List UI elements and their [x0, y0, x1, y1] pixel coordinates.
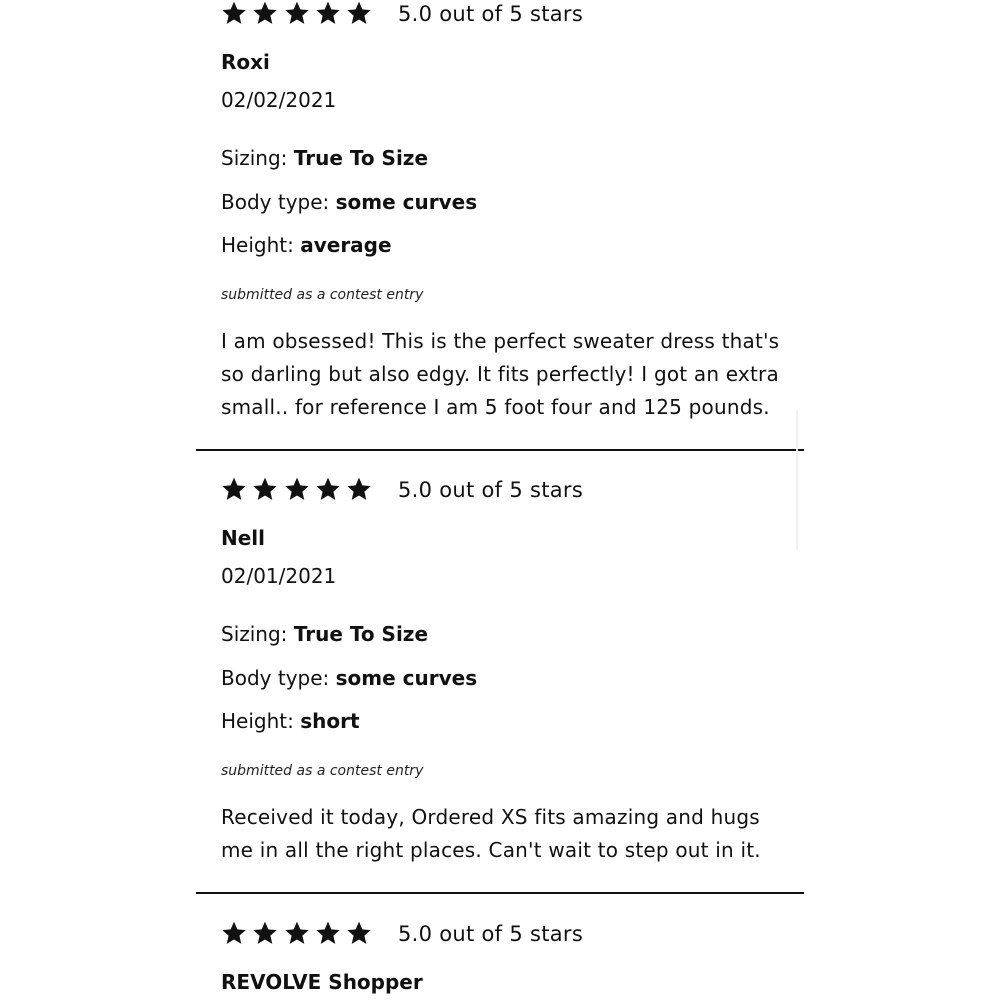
star-rating — [221, 476, 371, 506]
scrollbar-track[interactable] — [796, 410, 798, 550]
star-icon — [221, 0, 247, 26]
sizing-value: True To Size — [293, 146, 429, 170]
star-rating — [221, 920, 371, 950]
body-type-attribute — [221, 190, 477, 214]
sizing-label: Sizing: — [221, 622, 288, 646]
sizing-attribute — [221, 622, 428, 646]
body-type-label: Body type: — [221, 190, 330, 214]
body-type-attribute — [221, 666, 477, 690]
star-icon — [221, 920, 247, 946]
reviewer-name: Roxi — [221, 50, 270, 74]
contest-entry-note: submitted as a contest entry — [221, 763, 424, 779]
review-date: 02/02/2021 — [221, 88, 337, 112]
rating-text: 5.0 out of 5 stars — [398, 922, 584, 946]
review-text: I am obsessed! This is the perfect sweater dress that's so darling but also edgy. It fits perfectly! I got an extra small.. for reference I am 5 foot four and 125 pounds. — [221, 329, 780, 419]
star-icon — [315, 476, 341, 502]
star-icon — [252, 920, 278, 946]
sizing-value: True To Size — [293, 622, 429, 646]
sizing-attribute — [221, 146, 428, 170]
review-divider — [196, 449, 804, 451]
height-attribute — [221, 233, 392, 257]
height-value: average — [300, 233, 392, 257]
body-type-label: Body type: — [221, 666, 330, 690]
review-divider — [196, 892, 804, 894]
rating-text: 5.0 out of 5 stars — [398, 478, 584, 502]
star-icon — [346, 476, 372, 502]
star-icon — [346, 920, 372, 946]
body-type-value: some curves — [335, 666, 478, 690]
reviewer-name: Nell — [221, 526, 266, 550]
height-attribute — [221, 709, 360, 733]
reviewer-name: REVOLVE Shopper — [221, 970, 423, 994]
star-icon — [252, 0, 278, 26]
star-icon — [346, 0, 372, 26]
contest-entry-note: submitted as a contest entry — [221, 287, 424, 303]
review-date: 02/01/2021 — [221, 564, 337, 588]
star-icon — [221, 476, 247, 502]
star-icon — [284, 920, 310, 946]
review-text: Received it today, Ordered XS fits amazing and hugs me in all the right places. Can't wait to step out in it. — [221, 805, 761, 862]
height-value: short — [300, 709, 360, 733]
body-type-value: some curves — [335, 190, 478, 214]
rating-text: 5.0 out of 5 stars — [398, 2, 584, 26]
star-icon — [315, 920, 341, 946]
star-icon — [315, 0, 341, 26]
height-label: Height: — [221, 709, 294, 733]
star-icon — [284, 0, 310, 26]
height-label: Height: — [221, 233, 294, 257]
sizing-label: Sizing: — [221, 146, 288, 170]
star-icon — [252, 476, 278, 502]
star-icon — [284, 476, 310, 502]
star-rating — [221, 0, 371, 30]
